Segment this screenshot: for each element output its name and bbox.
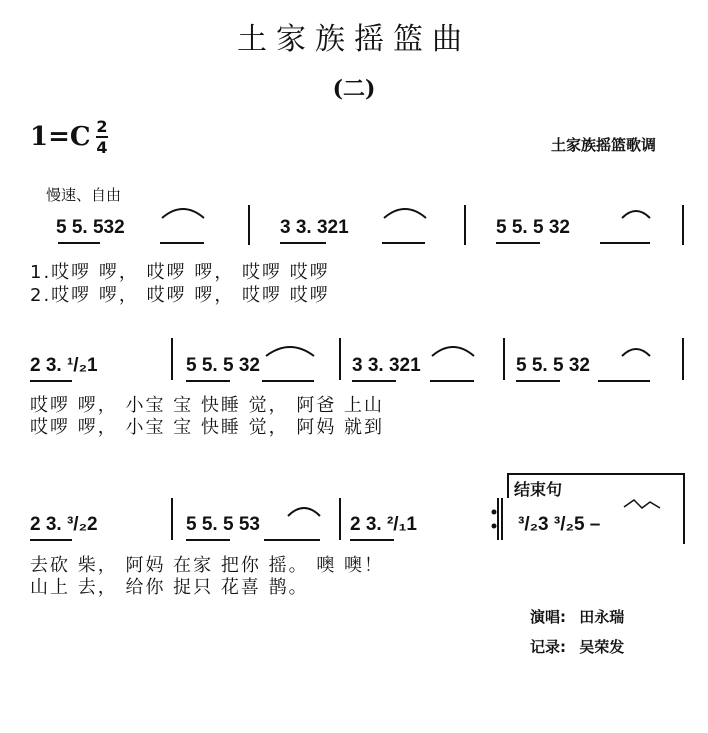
repeat-dot	[492, 524, 497, 529]
lyric-line: 1.哎啰 啰， 哎啰 啰， 哎啰 哎啰	[30, 262, 330, 283]
song-title: 土家族摇篮曲	[237, 22, 471, 57]
singer-label: 演唱:	[530, 608, 566, 626]
time-signature-top: 2	[96, 117, 108, 136]
measure-notes: 3 3. 321	[352, 355, 421, 376]
measure-notes: 5 5. 5 53	[186, 514, 260, 535]
repeat-dot	[492, 510, 497, 515]
lyric-line: 2.哎啰 啰， 哎啰 啰， 哎啰 哎啰	[30, 285, 330, 306]
key-signature: 1=C	[30, 122, 91, 152]
measure-notes: 3 3. 321	[280, 217, 349, 238]
slur	[384, 209, 426, 218]
lyric-line: 哎啰 啰， 小宝 宝 快睡 觉， 阿妈 就到	[30, 417, 385, 438]
slur	[162, 209, 204, 218]
slur	[432, 347, 474, 356]
singer-name: 田永瑞	[579, 608, 625, 626]
measure-notes: 5 5. 532	[56, 217, 125, 238]
measure-notes: 2 3. ¹/₂1	[30, 355, 98, 376]
ending-bracket	[508, 474, 684, 544]
measure-notes: 5 5. 5 32	[186, 355, 260, 376]
lyric-line: 去砍 柴， 阿妈 在家 把你 摇。 噢 噢！	[30, 555, 385, 576]
measure-notes: 5 5. 5 32	[516, 355, 590, 376]
recorder-name: 吴荣发	[579, 638, 625, 656]
source-note: 土家族摇篮歌调	[550, 136, 656, 154]
recorder-label: 记录:	[530, 638, 566, 656]
tempo-marking: 慢速、自由	[46, 186, 122, 204]
measure-notes: 2 3. ³/₂2	[30, 514, 98, 535]
slur	[622, 211, 650, 218]
time-signature-bottom: 4	[96, 138, 108, 157]
measure-notes: ³/₂3 ³/₂5 –	[518, 514, 601, 535]
lyric-line: 山上 去， 给你 捉只 花喜 鹊。	[30, 577, 309, 598]
measure-notes: 2 3. ²/₁1	[350, 514, 418, 535]
slur	[288, 508, 320, 516]
slur	[622, 349, 650, 356]
trill-mark	[624, 500, 660, 508]
slur	[266, 347, 314, 356]
ending-label: 结束句	[514, 480, 563, 499]
song-subtitle: (二)	[332, 76, 376, 102]
measure-notes: 5 5. 5 32	[496, 217, 570, 238]
lyric-line: 哎啰 啰， 小宝 宝 快睡 觉， 阿爸 上山	[30, 395, 385, 416]
